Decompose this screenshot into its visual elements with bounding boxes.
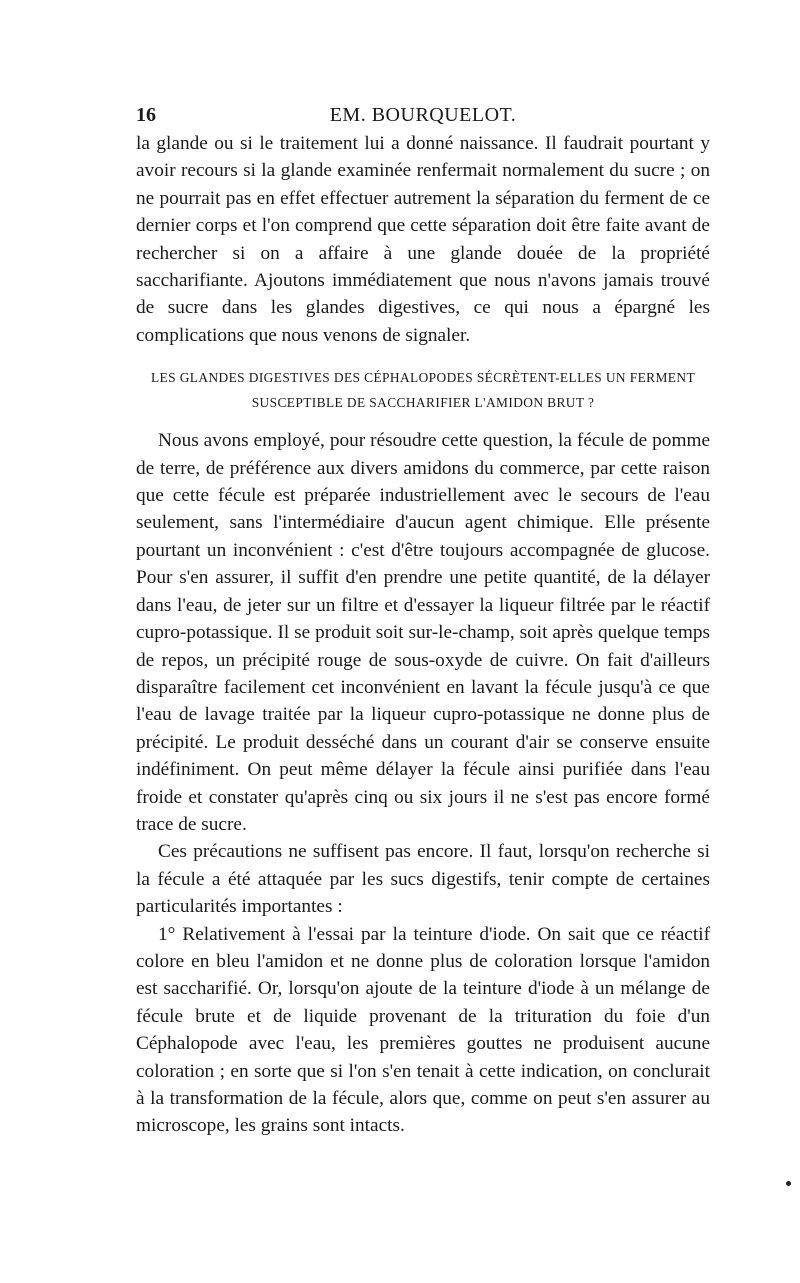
running-title: EM. BOURQUELOT. <box>329 104 517 126</box>
section-heading-line-2: SUSCEPTIBLE DE SACCHARIFIER L'AMIDON BRUT ? <box>251 395 595 411</box>
paragraph-iodine-test: 1° Relativement à l'essai par la teinture d'iode. On sait que ce réactif colore en bleu l'amidon et ne donne plus de coloration lorsque l'amidon est saccharifié. Or, lorsqu'on ajoute de la teinture d'iode à un mélange de fécule brute et de liquide provenant de la trituration du foie d'un Céphalopode avec l'eau, les premières gouttes ne produisent aucune coloration ; en sorte que si l'on s'en tenait à cette indication, on conclurait à la transformation de la fécule, alors que, comme on peut s'en assurer au microscope, les grains sont intacts. <box>136 923 710 1137</box>
paragraph-precautions: Ces précautions ne suffisent pas encore. Il faut, lorsqu'on recherche si la fécule a été attaquée par les sucs digestifs, tenir compte de certaines particularités importantes : <box>136 841 710 918</box>
paragraph-continued: la glande ou si le traitement lui a donné naissance. Il faudrait pourtant y avoir recours si la glande examinée renfermait normalement du sucre ; on ne pourrait pas en effet effectuer autrement la séparation du ferment de ce dernier corps et l'on comprend que cette séparation doit être faite avant de rechercher si on a affaire à une glande douée de la propriété saccharifiante. Ajoutons immédiatement que nous n'avons jamais trouvé de sucre dans les glandes digestives, ce qui nous a épargné les complications que nous venons de signaler. <box>136 133 710 346</box>
section-heading-line-1: LES GLANDES DIGESTIVES DES CÉPHALOPODES SÉCRÈTENT-ELLES UN FERMENT <box>150 370 696 386</box>
section-heading <box>136 365 710 415</box>
running-head <box>136 100 710 130</box>
paragraph-method: Nous avons employé, pour résoudre cette question, la fécule de pomme de terre, de préférence aux divers amidons du commerce, par cette raison que cette fécule est préparée industriellement avec le secours de l'eau seulement, sans l'intermédiaire d'aucun agent chimique. Elle présente pourtant un inconvénient : c'est d'être toujours accompagnée de glucose. Pour s'en assurer, il suffit d'en prendre une petite quantité, de la délayer dans l'eau, de jeter sur un filtre et d'essayer la liqueur filtrée par le réactif cupro-potassique. Il se produit soit sur-le-champ, soit après quelque temps de repos, un précipité rouge de sous-oxyde de cuivre. On fait d'ailleurs disparaître facilement cet inconvénient en lavant la fécule jusqu'à ce que l'eau de lavage traitée par la liqueur cupro-potassique ne donne plus de précipité. Le produit desséché dans un courant d'air se conserve ensuite indéfiniment. On peut même délayer la fécule ainsi purifiée dans l'eau froide et constater qu'après cinq ou six jours il ne s'est pas encore formé trace de sucre. <box>136 430 710 835</box>
page-number: 16 <box>136 104 156 126</box>
ink-speck <box>786 1181 791 1186</box>
page-body <box>136 100 710 1140</box>
